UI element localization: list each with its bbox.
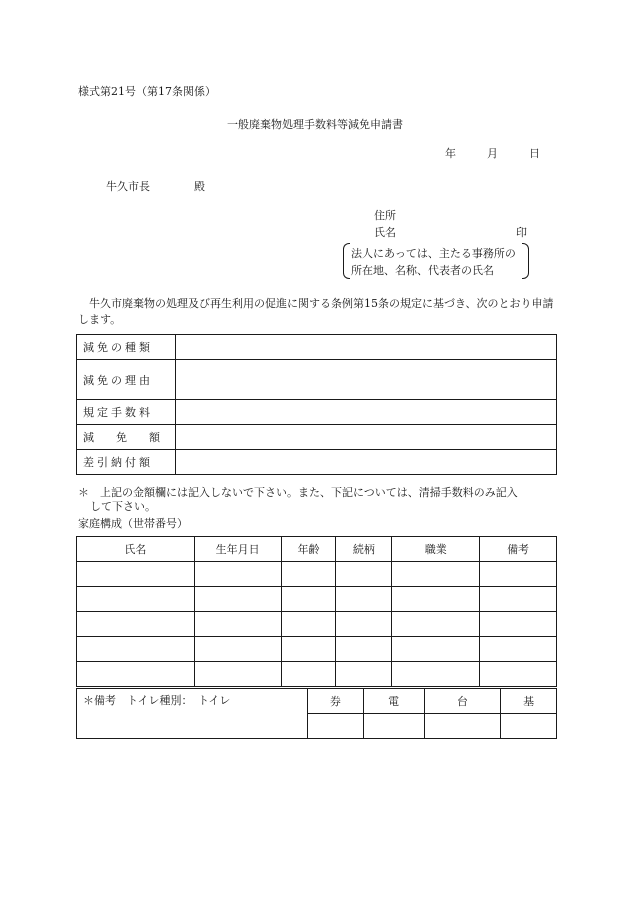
reduction-type-field[interactable] — [176, 335, 557, 360]
family-cell[interactable] — [194, 612, 281, 637]
application-statement: 牛久市廃棄物の処理及び再生利用の促進に関する条例第15条の規定に基づき、次のとおり申請します。 — [78, 297, 554, 326]
table-row — [77, 360, 557, 400]
family-cell[interactable] — [336, 662, 392, 687]
family-cell[interactable] — [281, 587, 336, 612]
form-number: 様式第21号（第17条関係） — [78, 85, 216, 98]
instruction-note-line2: して下さい。 — [90, 500, 156, 513]
toilet-type-remarks: ＊備考 トイレ種別： トイレ — [77, 689, 308, 739]
family-cell[interactable] — [392, 562, 480, 587]
seal-mark: 印 — [516, 226, 527, 239]
family-section-title: 家庭構成（世帯番号） — [78, 517, 188, 530]
row-label: 差引納付額 — [77, 450, 176, 475]
table-row — [77, 637, 557, 662]
document-title: 一般廃棄物処理手数料等減免申請書 — [227, 118, 403, 131]
cell-electric: 電 — [363, 689, 424, 714]
corporate-note — [343, 243, 529, 279]
family-cell[interactable] — [480, 612, 557, 637]
date-month: 月 — [487, 147, 498, 160]
reduction-table — [76, 334, 557, 475]
cell-base: 基 — [501, 689, 557, 714]
table-row — [77, 689, 557, 714]
table-row — [77, 425, 557, 450]
column-header-age: 年齢 — [281, 537, 336, 562]
remarks-table — [76, 688, 557, 739]
reduction-amount-field[interactable] — [176, 425, 557, 450]
family-cell[interactable] — [194, 662, 281, 687]
family-cell[interactable] — [480, 587, 557, 612]
ticket-field[interactable] — [308, 714, 364, 739]
cell-ticket: 券 — [308, 689, 364, 714]
family-cell[interactable] — [392, 587, 480, 612]
column-header-name: 氏名 — [77, 537, 195, 562]
family-cell[interactable] — [281, 662, 336, 687]
family-cell[interactable] — [77, 637, 195, 662]
instruction-note-line1: ＊ 上記の金額欄には記入しないで下さい。また、下記については、清掃手数料のみ記入 — [78, 486, 518, 499]
family-cell[interactable] — [336, 587, 392, 612]
table-row — [77, 450, 557, 475]
corporate-note-line2: 所在地、名称、代表者の氏名 — [351, 264, 494, 277]
family-cell[interactable] — [194, 562, 281, 587]
address-label: 住所 — [374, 209, 396, 222]
family-cell[interactable] — [336, 562, 392, 587]
addressee-name: 牛久市長 — [106, 180, 150, 193]
right-bracket — [522, 243, 529, 279]
units-field[interactable] — [424, 714, 501, 739]
family-cell[interactable] — [392, 612, 480, 637]
addressee — [106, 178, 205, 194]
row-label: 規定手数料 — [77, 400, 176, 425]
family-cell[interactable] — [281, 562, 336, 587]
family-cell[interactable] — [336, 612, 392, 637]
family-cell[interactable] — [392, 637, 480, 662]
name-label: 氏名 — [374, 226, 396, 239]
table-row — [77, 400, 557, 425]
row-label: 減免の理由 — [77, 360, 176, 400]
family-cell[interactable] — [392, 662, 480, 687]
column-header-birthdate: 生年月日 — [194, 537, 281, 562]
row-label: 減 免 額 — [77, 425, 176, 450]
column-header-occupation: 職業 — [392, 537, 480, 562]
row-label: 減免の種類 — [77, 335, 176, 360]
column-header-remarks: 備考 — [480, 537, 557, 562]
family-cell[interactable] — [480, 662, 557, 687]
family-cell[interactable] — [194, 637, 281, 662]
family-cell[interactable] — [281, 612, 336, 637]
family-cell[interactable] — [480, 637, 557, 662]
table-row — [77, 335, 557, 360]
date-line — [445, 145, 540, 161]
date-year: 年 — [445, 147, 456, 160]
honorific: 殿 — [194, 180, 205, 193]
standard-fee-field[interactable] — [176, 400, 557, 425]
table-row — [77, 662, 557, 687]
table-row — [77, 612, 557, 637]
family-cell[interactable] — [77, 612, 195, 637]
net-payment-field[interactable] — [176, 450, 557, 475]
column-header-relation: 続柄 — [336, 537, 392, 562]
instruction-note — [78, 486, 558, 514]
family-cell[interactable] — [281, 637, 336, 662]
reduction-reason-field[interactable] — [176, 360, 557, 400]
family-cell[interactable] — [480, 562, 557, 587]
family-cell[interactable] — [77, 562, 195, 587]
base-field[interactable] — [501, 714, 557, 739]
family-cell[interactable] — [77, 587, 195, 612]
family-cell[interactable] — [194, 587, 281, 612]
table-row — [77, 562, 557, 587]
table-row — [77, 587, 557, 612]
left-bracket — [343, 243, 350, 279]
corporate-note-line1: 法人にあっては、主たる事務所の — [351, 247, 516, 260]
family-table — [76, 536, 557, 687]
date-day: 日 — [529, 147, 540, 160]
table-header-row — [77, 537, 557, 562]
family-cell[interactable] — [336, 637, 392, 662]
cell-units: 台 — [424, 689, 501, 714]
family-cell[interactable] — [77, 662, 195, 687]
electric-field[interactable] — [363, 714, 424, 739]
